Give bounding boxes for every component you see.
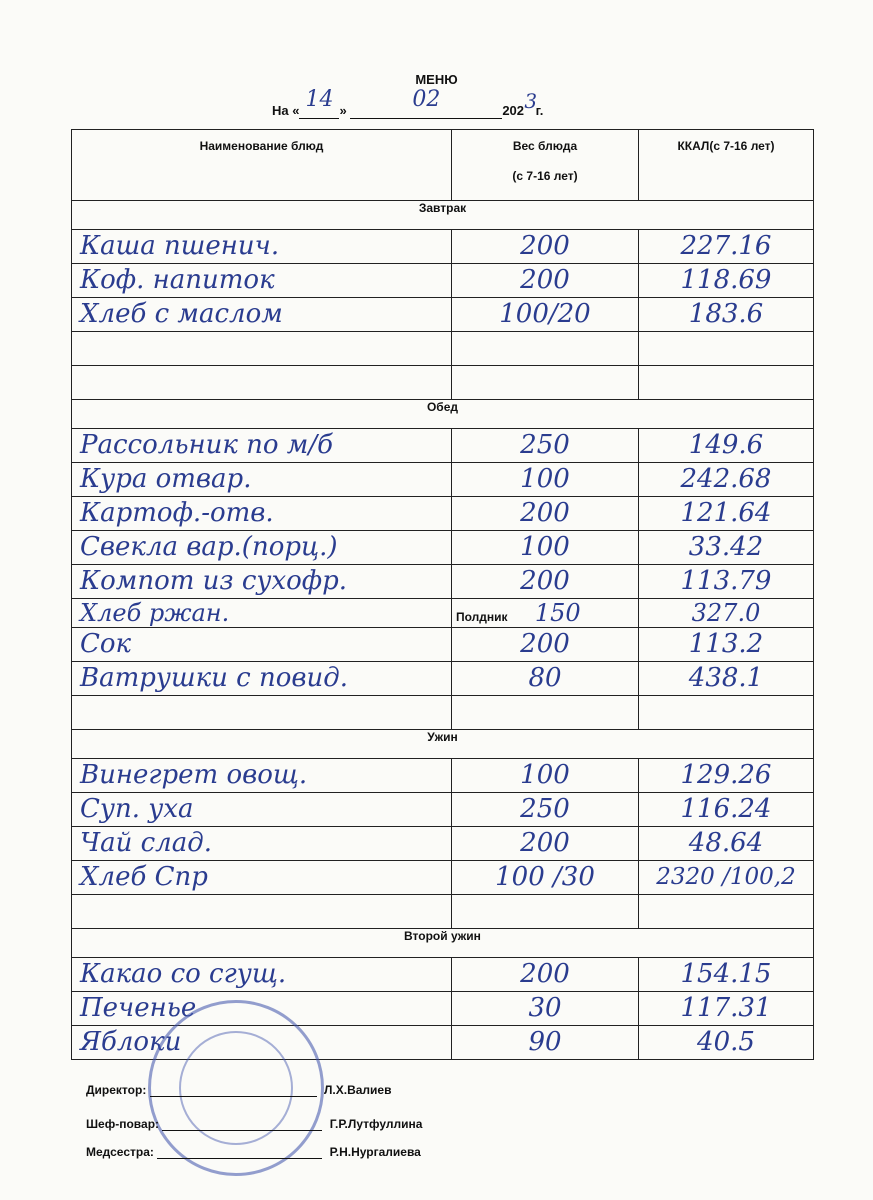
dish-name: [72, 697, 80, 727]
dish-weight: 200: [520, 629, 570, 659]
dish-weight: 200: [520, 498, 570, 528]
date-day: 14: [305, 87, 334, 112]
snack-extra-name: Хлеб ржан.: [72, 599, 452, 628]
dish-kcal: 121.64: [680, 498, 772, 528]
table-row: [72, 264, 814, 298]
section-lunch: [72, 400, 814, 429]
dish-weight: 100 /30: [495, 862, 595, 892]
section-breakfast: [72, 201, 814, 230]
dish-kcal: 183.6: [688, 299, 764, 329]
dish-weight: 200: [520, 566, 570, 596]
menu-table: [71, 129, 814, 1060]
dish-kcal: 438.1: [688, 663, 764, 693]
dish-name: Свекла вар.(порц.): [80, 532, 338, 562]
dish-weight: 200: [520, 265, 570, 295]
dish-name: Компот из сухофр.: [80, 566, 348, 596]
date-suffix: г.: [535, 103, 544, 118]
dish-weight: 200: [520, 959, 570, 989]
date-line: [272, 87, 602, 119]
dish-weight: 200: [520, 231, 570, 261]
dish-name: Каша пшенич.: [80, 231, 280, 261]
dish-name: Чай слад.: [80, 828, 212, 858]
dish-name: Печенье: [80, 993, 197, 1023]
dish-name: Яблоки: [80, 1027, 182, 1057]
table-row: [72, 531, 814, 565]
dish-weight: 250: [520, 794, 570, 824]
table-row: [72, 366, 814, 400]
chef-label: Шеф-повар:: [86, 1117, 160, 1131]
dish-kcal: 33.42: [688, 532, 764, 562]
date-prefix: На «: [272, 103, 300, 118]
date-year: 202 3: [502, 89, 538, 118]
dish-name: [72, 896, 80, 926]
table-row: [72, 759, 814, 793]
signature-line: [162, 1130, 322, 1131]
snack-extra-weight: 150: [534, 599, 581, 627]
dish-name: Коф. напиток: [80, 265, 275, 295]
dish-kcal: 2320 /100,2: [656, 864, 796, 890]
table-row: [72, 565, 814, 599]
nurse-label: Медсестра:: [86, 1145, 154, 1159]
dish-name: Рассольник по м/б: [80, 430, 333, 460]
table-row: [72, 429, 814, 463]
dish-name: Картоф.-отв.: [80, 498, 274, 528]
dish-name: Какао со сгущ.: [80, 959, 287, 989]
nurse-name: Р.Н.Нургалиева: [329, 1145, 421, 1159]
dish-kcal: 117.31: [680, 993, 772, 1023]
table-row: [72, 628, 814, 662]
dish-kcal: 118.69: [680, 265, 772, 295]
dish-weight: 80: [528, 663, 562, 693]
dish-name: [72, 333, 80, 363]
table-row: [72, 298, 814, 332]
dish-name: [72, 367, 80, 397]
dish-kcal: 154.15: [680, 959, 772, 989]
table-row: [72, 895, 814, 929]
director-label: Директор:: [86, 1083, 147, 1097]
dish-weight: 200: [520, 828, 570, 858]
dish-weight: 100: [520, 760, 570, 790]
table-row: [72, 958, 814, 992]
date-year-prefix: 202: [502, 103, 525, 118]
dish-kcal: 40.5: [697, 1027, 755, 1057]
table-row: [72, 662, 814, 696]
dish-kcal: 149.6: [688, 430, 764, 460]
date-mid: »: [339, 103, 347, 118]
header-weight: Вес блюда (с 7-16 лет): [452, 130, 639, 201]
date-day-field: [299, 87, 339, 119]
chef-name: Г.Р.Лутфуллина: [329, 1117, 423, 1131]
section-dinner: [72, 730, 814, 759]
snack-extra-kcal: 327.0: [639, 599, 814, 628]
dish-kcal: 48.64: [688, 828, 764, 858]
section-second-dinner: [72, 929, 814, 958]
dish-kcal: 227.16: [680, 231, 772, 261]
dish-name: Кура отвар.: [80, 464, 252, 494]
dish-weight: 90: [528, 1027, 562, 1057]
page-title: МЕНЮ: [415, 72, 458, 87]
table-row: [72, 793, 814, 827]
dish-weight: 250: [520, 430, 570, 460]
dish-name: Сок: [80, 629, 132, 659]
section-snack: [72, 599, 814, 628]
dish-name: Хлеб Спр: [80, 862, 208, 892]
section-title: Полдник 150: [452, 599, 639, 628]
table-row: [72, 861, 814, 895]
dish-kcal: 113.79: [680, 566, 772, 596]
dish-weight: 100/20: [499, 299, 591, 329]
header-dish-name: Наименование блюд: [72, 130, 452, 201]
table-row: [72, 230, 814, 264]
section-title: Второй ужин: [72, 929, 814, 958]
signature-director: [86, 1083, 391, 1097]
table-header-row: [72, 130, 814, 201]
header-kcal: ККАЛ(с 7-16 лет): [639, 130, 814, 201]
dish-name: Хлеб с маслом: [80, 299, 283, 329]
dish-name: Винегрет овощ.: [80, 760, 308, 790]
dish-kcal: 129.26: [680, 760, 772, 790]
table-row: [72, 332, 814, 366]
dish-kcal: 116.24: [680, 794, 772, 824]
date-month-field: [350, 87, 502, 119]
dish-weight: 100: [520, 532, 570, 562]
director-name: Л.Х.Валиев: [324, 1083, 392, 1097]
section-title: Обед: [72, 400, 814, 429]
signature-line: [157, 1158, 322, 1159]
section-title: Завтрак: [72, 201, 814, 230]
dish-kcal: 113.2: [688, 629, 764, 659]
table-row: [72, 463, 814, 497]
dish-weight: 30: [528, 993, 562, 1023]
dish-weight: 100: [520, 464, 570, 494]
table-row: [72, 696, 814, 730]
table-row: [72, 497, 814, 531]
signature-line: [150, 1096, 317, 1097]
signature-chef: [86, 1117, 422, 1131]
dish-name: Ватрушки с повид.: [80, 663, 348, 693]
dish-name: Суп. уха: [80, 794, 194, 824]
dish-kcal: 242.68: [680, 464, 772, 494]
table-row: [72, 827, 814, 861]
signature-nurse: [86, 1145, 421, 1159]
section-title: Ужин: [72, 730, 814, 759]
date-month: 02: [412, 87, 441, 112]
